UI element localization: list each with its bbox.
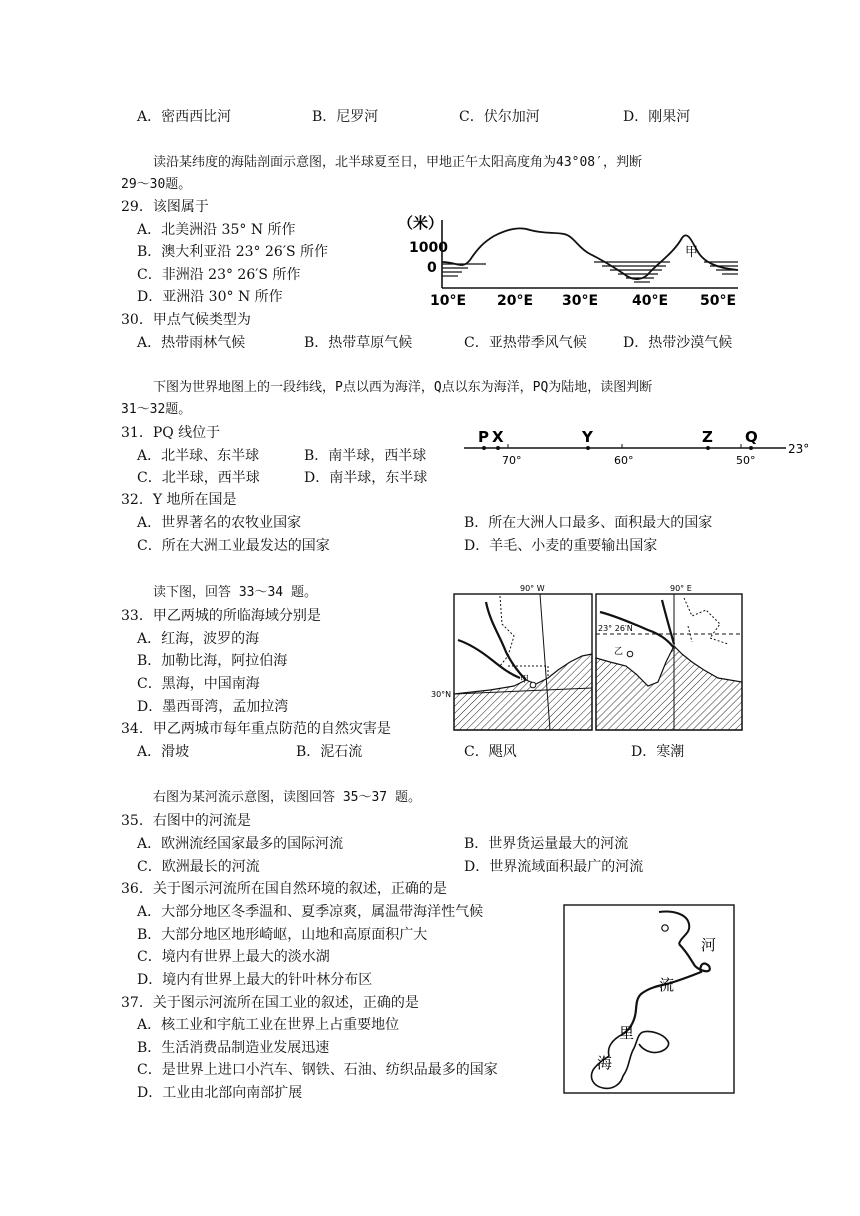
q28-option-a: A．密西西比河 <box>137 109 232 125</box>
latitude-dot-p <box>482 446 486 450</box>
intro-33-34: 读下图，回答 33～34 题。 <box>153 585 317 600</box>
latitude-value: 23° <box>788 442 810 456</box>
latitude-lon-60: 60° <box>614 454 634 467</box>
q35-option-b: B．世界货运量最大的河流 <box>464 836 629 852</box>
q35-stem: 35．右图中的河流是 <box>121 813 251 829</box>
map-left-parallel-label: 30°N <box>431 690 452 699</box>
intro-29-30-line1: 读沿某纬度的海陆剖面示意图，北半球夏至日，甲地正午太阳高度角为43°08′，判断 <box>153 155 642 170</box>
two-city-maps-figure <box>430 582 748 734</box>
profile-xtick-50e: 50°E <box>700 293 737 309</box>
q36-option-d: D．境内有世界上最大的针叶林分布区 <box>137 972 373 988</box>
profile-ytick-1000: 1000 <box>409 240 448 256</box>
map-left-city-dot <box>530 682 536 688</box>
q30-option-d: D．热带沙漠气候 <box>623 335 733 351</box>
q33-stem: 33．甲乙两城的所临海域分别是 <box>121 608 321 624</box>
q37-stem: 37．关于图示河流所在国工业的叙述，正确的是 <box>121 995 419 1011</box>
q32-option-d: D．羊毛、小麦的重要输出国家 <box>464 538 658 554</box>
river-source-lake <box>662 925 668 931</box>
q31-option-b: B．南半球，西半球 <box>304 448 427 464</box>
q37-option-a: A．核工业和宇航工业在世界上占重要地位 <box>137 1017 400 1033</box>
q31-option-d: D．南半球，东半球 <box>304 470 428 486</box>
q28-option-c: C．伏尔加河 <box>459 109 540 125</box>
river-figure <box>563 904 735 1094</box>
q32-option-a: A．世界著名的农牧业国家 <box>137 515 302 531</box>
q33-option-a: A．红海，波罗的海 <box>137 631 260 647</box>
river-label-liu: 流 <box>659 976 675 994</box>
q28-option-b: B．尼罗河 <box>312 109 379 125</box>
map-right-parallel-label: 23° 26′N <box>598 624 633 633</box>
latitude-dot-y <box>586 446 590 450</box>
q35-option-d: D．世界流域面积最广的河流 <box>464 859 644 875</box>
map-right-meridian-label: 90° E <box>670 584 692 593</box>
profile-xtick-10e: 10°E <box>430 293 467 309</box>
q37-option-d: D．工业由北部向南部扩展 <box>137 1085 303 1101</box>
q29-option-a: A．北美洲沿 35° N 所作 <box>137 222 296 238</box>
latitude-lon-70: 70° <box>502 454 522 467</box>
latitude-point-q: Q <box>745 428 758 446</box>
latitude-dot-z <box>706 446 710 450</box>
q31-option-a: A．北半球、东半球 <box>137 448 260 464</box>
intro-31-32-line2: 31～32题。 <box>121 402 192 417</box>
q33-option-c: C．黑海，中国南海 <box>137 676 260 692</box>
q33-option-d: D．墨西哥湾，孟加拉湾 <box>137 699 289 715</box>
q31-stem: 31．PQ 线位于 <box>121 425 221 441</box>
map-right-city-yi: 乙 <box>614 647 624 657</box>
q32-stem: 32．Y 地所在国是 <box>121 492 237 508</box>
profile-xtick-30e: 30°E <box>562 293 599 309</box>
profile-sea-west <box>442 264 486 276</box>
latitude-lon-50: 50° <box>736 454 756 467</box>
q34-option-d: D．寒潮 <box>631 744 685 760</box>
q35-option-a: A．欧洲流经国家最多的国际河流 <box>137 836 344 852</box>
q36-stem: 36．关于图示河流所在国自然环境的叙述，正确的是 <box>121 881 447 897</box>
profile-xtick-40e: 40°E <box>632 293 669 309</box>
latitude-dot-x <box>496 446 500 450</box>
river-label-he: 河 <box>701 936 717 954</box>
q32-option-b: B．所在大洲人口最多、面积最大的国家 <box>464 515 713 531</box>
latitude-line-figure <box>458 426 810 470</box>
q37-option-b: B．生活消费品制造业发展迅速 <box>137 1040 330 1056</box>
profile-unit: （米） <box>398 214 444 232</box>
q37-option-c: C．是世界上进口小汽车、钢铁、石油、纺织品最多的国家 <box>137 1062 498 1078</box>
river-figure-frame <box>564 905 734 1093</box>
intro-29-30-line2: 29～30题。 <box>121 177 192 192</box>
latitude-dot-q <box>749 446 753 450</box>
intro-31-32-line1: 下图为世界地图上的一段纬线，P点以西为海洋，Q点以东为海洋，PQ为陆地，读图判断 <box>153 380 653 395</box>
q34-option-c: C．飓风 <box>464 744 517 760</box>
q36-option-c: C．境内有世界上最大的淡水湖 <box>137 949 330 965</box>
q29-stem: 29．该图属于 <box>121 199 209 215</box>
q31-option-c: C．北半球，西半球 <box>137 470 260 486</box>
q29-option-c: C．非洲沿 23° 26′S 所作 <box>137 267 301 283</box>
q29-option-b: B．澳大利亚沿 23° 26′S 所作 <box>137 244 329 260</box>
q30-stem: 30．甲点气候类型为 <box>121 312 251 328</box>
profile-ytick-0: 0 <box>427 260 437 276</box>
q30-option-c: C．亚热带季风气候 <box>464 335 587 351</box>
latitude-point-x: X <box>492 428 504 446</box>
q30-option-a: A．热带雨林气候 <box>137 335 246 351</box>
profile-figure <box>398 212 743 310</box>
q28-option-d: D．刚果河 <box>623 109 691 125</box>
river-label-li: 里 <box>619 1024 635 1042</box>
q32-option-c: C．所在大洲工业最发达的国家 <box>137 538 330 554</box>
intro-35-37: 右图为某河流示意图，读图回答 35～37 题。 <box>153 790 421 805</box>
q36-option-b: B．大部分地区地形崎岖，山地和高原面积广大 <box>137 927 428 943</box>
q35-option-c: C．欧洲最长的河流 <box>137 859 260 875</box>
map-right-city-dot <box>627 651 633 657</box>
profile-xtick-20e: 20°E <box>497 293 534 309</box>
latitude-point-y: Y <box>582 428 593 446</box>
q36-option-a: A．大部分地区冬季温和、夏季凉爽，属温带海洋性气候 <box>137 904 484 920</box>
q33-option-b: B．加勒比海，阿拉伯海 <box>137 653 288 669</box>
latitude-point-p: P <box>478 428 489 446</box>
q34-stem: 34．甲乙两城市每年重点防范的自然灾害是 <box>121 721 391 737</box>
latitude-point-z: Z <box>702 428 713 446</box>
q34-option-a: A．滑坡 <box>137 744 190 760</box>
q34-option-b: B．泥石流 <box>296 744 363 760</box>
map-left-city-jia: 甲 <box>520 675 530 685</box>
river-label-hai: 海 <box>597 1054 613 1072</box>
profile-point-jia: 甲 <box>685 245 699 260</box>
q30-option-b: B．热带草原气候 <box>304 335 413 351</box>
q29-option-d: D．亚洲沿 30° N 所作 <box>137 289 283 305</box>
map-left-meridian-label: 90° W <box>520 584 545 593</box>
